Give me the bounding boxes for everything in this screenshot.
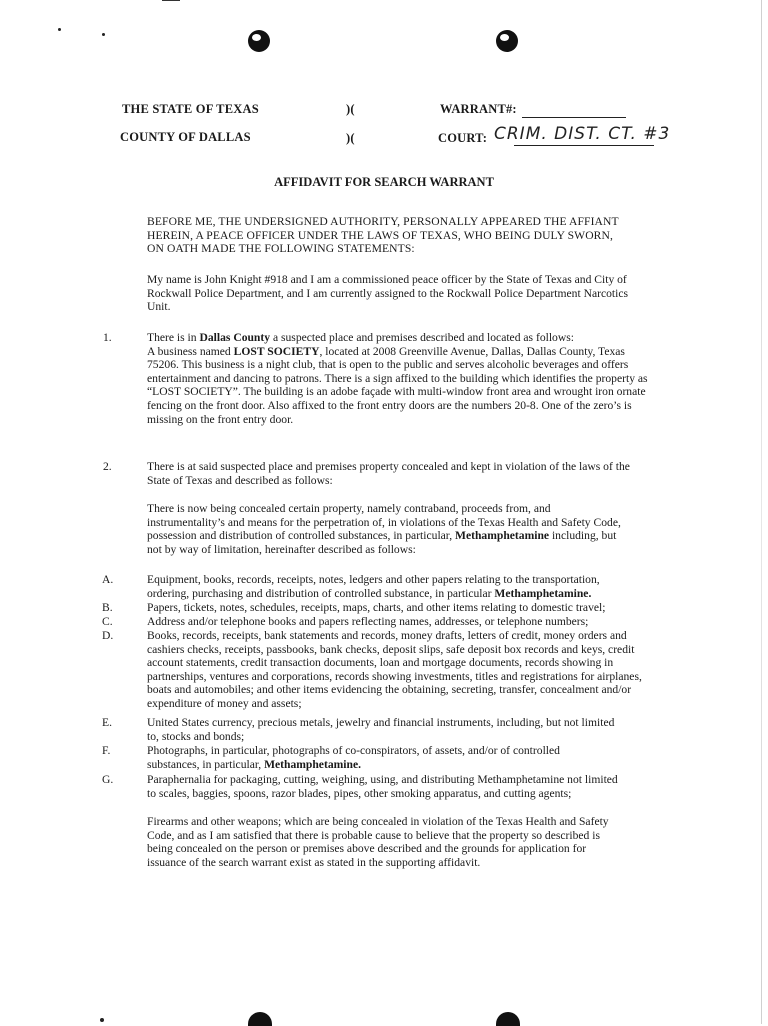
- item-b-text: Papers, tickets, notes, schedules, receipts, maps, charts, and other items relating to domestic travel;: [147, 601, 606, 614]
- section-2-detail: [147, 502, 623, 556]
- margin-edge-line: [761, 0, 762, 1024]
- item-a-body: Equipment, books, records, receipts, notes, ledgers and other papers relating to the transportation, ordering, purchasing and distribution of controlled substance, in particular: [147, 573, 600, 600]
- document-title: AFFIDAVIT FOR SEARCH WARRANT: [274, 175, 494, 189]
- intro-paragraph: BEFORE ME, THE UNDERSIGNED AUTHORITY, PERSONALLY APPEARED THE AFFIANT HEREIN, A PEACE OFFICER UNDER THE LAWS OF TEXAS, WHO BEING DULY SWORN, ON OATH MADE THE FOLLOWING STATEMENTS:: [147, 215, 619, 256]
- officer-statement: My name is John Knight #918 and I am a commissioned peace officer by the State of Texas and City of Rockwall Police Department, and I am currently assigned to the Rockwall Police Department Narcotics Unit.: [147, 273, 628, 314]
- state-label: THE STATE OF TEXAS: [122, 102, 259, 116]
- court-label: COURT:: [438, 131, 488, 145]
- item-e-letter: E.: [102, 716, 112, 729]
- item-e-text: United States currency, precious metals, jewelry and financial instruments, including, but not limited to, stocks and bonds;: [147, 716, 615, 743]
- header-separator-2: )(: [346, 131, 355, 145]
- section-2-detail-end: including, but not by way of limitation, hereinafter described as follows:: [147, 529, 617, 556]
- court-handwritten-value: CRIM. DIST. CT. #3: [494, 124, 671, 144]
- speck-3: [100, 1018, 104, 1022]
- section-2-detail-start: There is now being concealed certain property, namely contraband, proceeds from, and instrumentality’s and means for the perpetration of, in violations of the Texas Health and Safety Code, possession and distribution of controlled substances, in particular,: [147, 502, 621, 543]
- warrant-label: WARRANT#:: [440, 102, 517, 116]
- item-g-letter: G.: [102, 773, 114, 786]
- header-separator-1: )(: [346, 102, 355, 116]
- item-a-bold: Methamphetamine.: [494, 586, 592, 600]
- item-f-bold: Methamphetamine.: [264, 757, 361, 771]
- section-1-lead: There is in: [147, 331, 197, 344]
- section-2-detail-drug: Methamphetamine: [455, 529, 550, 543]
- item-f-letter: F.: [102, 744, 111, 757]
- closing-paragraph: Firearms and other weapons; which are being concealed in violation of the Texas Health and Safety Code, and as I am satisfied that there is probable cause to believe that the property so described is being concealed on the person or premises above described and the grounds for application for issuance of the search warrant exist as stated in the supporting affidavit.: [147, 815, 609, 869]
- section-2-number: 2.: [103, 460, 112, 473]
- item-c-text: Address and/or telephone books and papers reflecting names, addresses, or telephone numbers;: [147, 615, 589, 628]
- item-d-letter: D.: [102, 629, 114, 642]
- section-1-business-intro: A business named: [147, 344, 231, 358]
- section-1-number: 1.: [103, 331, 112, 344]
- item-c-letter: C.: [102, 615, 113, 628]
- top-scan-mark: [162, 0, 180, 1]
- section-1-description: , located at 2008 Greenville Avenue, Dallas, Dallas County, Texas 75206. This business is a night club, that is open to the public and serves alcoholic beverages and offers entertainment and dancing to patrons. There is a sign affixed to the building which identifies the property as “LOST SOCIETY”. The building is an adobe façade with multi-window front area and wrought iron ornate fencing on the front door. Also affixed to the front entry doors are the numbers 20-8. One of the zero’s is missing on the front entry door.: [147, 344, 648, 426]
- item-f-body: Photographs, in particular, photographs of co-conspirators, of assets, and/or of controlled substances, in particular,: [147, 744, 560, 771]
- item-a-letter: A.: [102, 573, 114, 586]
- item-g-text: Paraphernalia for packaging, cutting, weighing, using, and distributing Methamphetamine not limited to scales, baggies, spoons, razor blades, pipes, other smoking apparatus, and cutting agents;: [147, 773, 618, 800]
- section-1-lead-rest: a suspected place and premises described and located as follows:: [272, 331, 574, 344]
- item-d-text: Books, records, receipts, bank statements and records, money drafts, letters of credit, money orders and cashiers checks, receipts, passbooks, bank checks, deposit slips, safe deposit box records and keys, credit account statements, credit transaction documents, loan and mortgage documents, records showing in partnerships, ventures and corporations, records showing investments, titles and registrations for airplanes, boats and automobiles; and other items evidencing the obtaining, secreting, transfer, concealment and/or expenditure of money and assets;: [147, 629, 642, 710]
- section-2-text: There is at said suspected place and premises property concealed and kept in violation of the laws of the State of Texas and described as follows:: [147, 460, 630, 487]
- section-1-body: [147, 331, 652, 426]
- punch-hole-top-right: [496, 30, 518, 52]
- section-1-county: Dallas County: [199, 331, 271, 344]
- speck-1: [58, 28, 61, 31]
- item-b-letter: B.: [102, 601, 113, 614]
- speck-2: [102, 33, 105, 36]
- county-label: COUNTY OF DALLAS: [120, 130, 251, 144]
- warrant-number-line: [522, 117, 626, 118]
- item-f-text: [147, 744, 587, 771]
- section-1-business-name: LOST SOCIETY: [233, 344, 320, 358]
- court-line: [514, 145, 654, 146]
- item-a-text: [147, 573, 643, 600]
- punch-hole-top-left: [248, 30, 270, 52]
